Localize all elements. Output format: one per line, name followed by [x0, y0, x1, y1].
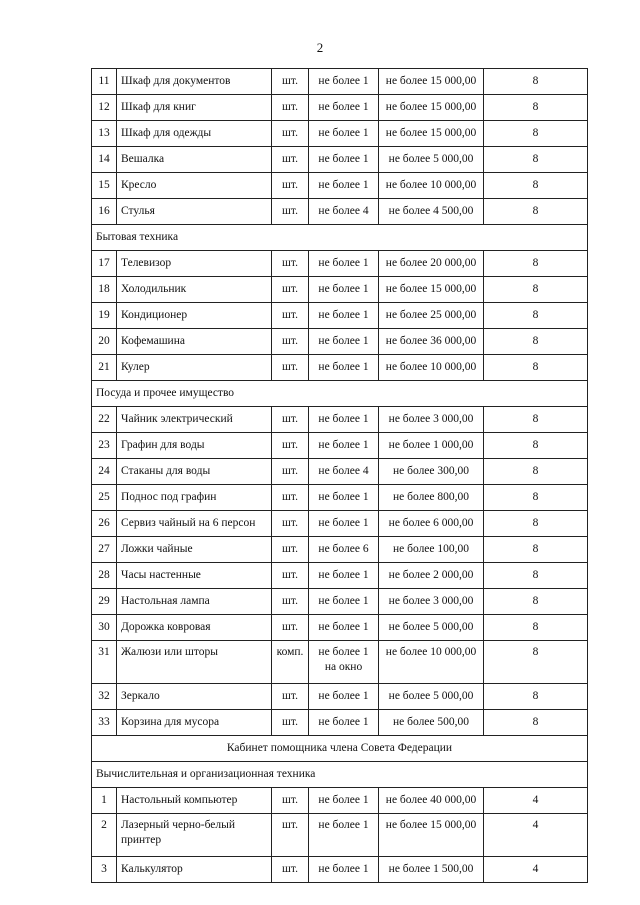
row-number-cell: 13 — [92, 121, 117, 147]
quantity-cell — [309, 355, 379, 381]
item-name-line: Графин для воды — [121, 439, 205, 451]
unit-cell: шт. — [272, 459, 309, 485]
unit-cell: шт. — [272, 251, 309, 277]
quantity-line: не более 4 — [318, 465, 369, 477]
quantity-cell — [309, 433, 379, 459]
row-number-cell: 26 — [92, 511, 117, 537]
item-name-line: принтер — [121, 834, 162, 846]
row-number-cell: 24 — [92, 459, 117, 485]
row-number-cell: 14 — [92, 147, 117, 173]
unit-cell: шт. — [272, 511, 309, 537]
price-cell: не более 3 000,00 — [379, 589, 484, 615]
item-name-cell — [117, 641, 272, 684]
quantity-cell — [309, 485, 379, 511]
item-name-line: Стулья — [121, 205, 155, 217]
quantity-cell — [309, 537, 379, 563]
row-number-cell: 31 — [92, 641, 117, 684]
price-cell: не более 1 000,00 — [379, 433, 484, 459]
unit-cell: шт. — [272, 355, 309, 381]
service-term-cell: 8 — [484, 537, 588, 563]
quantity-cell — [309, 563, 379, 589]
price-cell: не более 5 000,00 — [379, 147, 484, 173]
unit-cell: шт. — [272, 615, 309, 641]
price-cell: не более 15 000,00 — [379, 814, 484, 857]
row-number-cell: 1 — [92, 788, 117, 814]
quantity-cell — [309, 95, 379, 121]
table-row — [92, 147, 588, 173]
item-name-cell — [117, 459, 272, 485]
service-term-cell: 8 — [484, 615, 588, 641]
price-cell: не более 10 000,00 — [379, 641, 484, 684]
row-number-cell: 16 — [92, 199, 117, 225]
unit-cell: шт. — [272, 69, 309, 95]
quantity-cell — [309, 511, 379, 537]
quantity-cell — [309, 788, 379, 814]
item-name-line: Холодильник — [121, 283, 187, 295]
unit-cell: шт. — [272, 95, 309, 121]
item-name-cell — [117, 537, 272, 563]
table-row — [92, 684, 588, 710]
section-title: Вычислительная и организационная техника — [92, 762, 588, 788]
price-cell: не более 15 000,00 — [379, 121, 484, 147]
table-row — [92, 173, 588, 199]
table-row — [92, 329, 588, 355]
price-cell: не более 300,00 — [379, 459, 484, 485]
quantity-line: не более 1 — [318, 716, 369, 728]
item-name-line: Часы настенные — [121, 569, 201, 581]
quantity-cell — [309, 814, 379, 857]
unit-cell: шт. — [272, 857, 309, 883]
row-number-cell: 12 — [92, 95, 117, 121]
quantity-line: не более 1 — [318, 153, 369, 165]
quantity-cell — [309, 121, 379, 147]
quantity-cell — [309, 251, 379, 277]
service-term-cell: 8 — [484, 147, 588, 173]
service-term-cell: 8 — [484, 511, 588, 537]
quantity-cell — [309, 173, 379, 199]
service-term-cell: 8 — [484, 199, 588, 225]
item-name-cell — [117, 277, 272, 303]
table-row — [92, 121, 588, 147]
item-name-line: Настольная лампа — [121, 595, 210, 607]
quantity-line: не более 1 — [318, 491, 369, 503]
row-number-cell: 21 — [92, 355, 117, 381]
price-cell: не более 5 000,00 — [379, 684, 484, 710]
table-row — [92, 857, 588, 883]
row-number-cell: 19 — [92, 303, 117, 329]
item-name-cell — [117, 147, 272, 173]
quantity-line: не более 1 — [318, 690, 369, 702]
quantity-cell — [309, 147, 379, 173]
section-row — [92, 762, 588, 788]
table-row — [92, 485, 588, 511]
service-term-cell: 8 — [484, 563, 588, 589]
item-name-cell — [117, 857, 272, 883]
service-term-cell: 8 — [484, 173, 588, 199]
quantity-cell — [309, 329, 379, 355]
table-row — [92, 277, 588, 303]
unit-cell: шт. — [272, 433, 309, 459]
section-title: Кабинет помощника члена Совета Федерации — [92, 736, 588, 762]
table-row — [92, 641, 588, 684]
price-cell: не более 40 000,00 — [379, 788, 484, 814]
table-row — [92, 355, 588, 381]
table-row — [92, 589, 588, 615]
quantity-line: не более 1 — [318, 179, 369, 191]
item-name-cell — [117, 173, 272, 199]
unit-cell: шт. — [272, 329, 309, 355]
price-cell: не более 10 000,00 — [379, 173, 484, 199]
item-name-cell — [117, 251, 272, 277]
item-name-line: Дорожка ковровая — [121, 621, 211, 633]
item-name-line: Корзина для мусора — [121, 716, 220, 728]
quantity-line: не более 1 — [318, 335, 369, 347]
service-term-cell: 4 — [484, 857, 588, 883]
item-name-line: Поднос под графин — [121, 491, 217, 503]
item-name-cell — [117, 407, 272, 433]
item-name-cell — [117, 355, 272, 381]
service-term-cell: 8 — [484, 710, 588, 736]
row-number-cell: 29 — [92, 589, 117, 615]
quantity-line: не более 1 — [318, 819, 369, 831]
item-name-cell — [117, 69, 272, 95]
row-number-cell: 17 — [92, 251, 117, 277]
quantity-line: на окно — [324, 661, 363, 673]
page-number: 2 — [316, 40, 324, 55]
service-term-cell: 8 — [484, 355, 588, 381]
unit-cell: шт. — [272, 173, 309, 199]
table-row — [92, 433, 588, 459]
price-cell: не более 1 500,00 — [379, 857, 484, 883]
unit-cell: шт. — [272, 814, 309, 857]
item-name-line: Калькулятор — [121, 863, 183, 875]
item-name-line: Жалюзи или шторы — [121, 646, 219, 658]
item-name-cell — [117, 95, 272, 121]
quantity-cell — [309, 615, 379, 641]
service-term-cell: 8 — [484, 459, 588, 485]
item-name-cell — [117, 485, 272, 511]
price-cell: не более 800,00 — [379, 485, 484, 511]
table-row — [92, 814, 588, 857]
row-number-cell: 33 — [92, 710, 117, 736]
table-row — [92, 459, 588, 485]
property-table — [91, 68, 588, 883]
item-name-line: Шкаф для одежды — [121, 127, 212, 139]
service-term-cell: 8 — [484, 684, 588, 710]
item-name-cell — [117, 814, 272, 857]
section-title: Посуда и прочее имущество — [92, 381, 588, 407]
table-row — [92, 710, 588, 736]
unit-cell: комп. — [272, 641, 309, 684]
service-term-cell: 8 — [484, 95, 588, 121]
price-cell: не более 100,00 — [379, 537, 484, 563]
row-number-cell: 3 — [92, 857, 117, 883]
row-number-cell: 2 — [92, 814, 117, 857]
price-cell: не более 15 000,00 — [379, 69, 484, 95]
row-number-cell: 15 — [92, 173, 117, 199]
unit-cell: шт. — [272, 147, 309, 173]
price-cell: не более 4 500,00 — [379, 199, 484, 225]
price-cell: не более 2 000,00 — [379, 563, 484, 589]
quantity-line: не более 1 — [318, 413, 369, 425]
price-cell: не более 500,00 — [379, 710, 484, 736]
row-number-cell: 20 — [92, 329, 117, 355]
quantity-cell — [309, 407, 379, 433]
item-name-line: Кофемашина — [121, 335, 185, 347]
price-cell: не более 36 000,00 — [379, 329, 484, 355]
item-name-line: Шкаф для документов — [121, 75, 231, 87]
item-name-cell — [117, 511, 272, 537]
service-term-cell: 8 — [484, 641, 588, 684]
item-name-line: Вешалка — [121, 153, 165, 165]
row-number-cell: 11 — [92, 69, 117, 95]
quantity-line: не более 1 — [318, 101, 369, 113]
table-body — [92, 69, 588, 883]
unit-cell: шт. — [272, 485, 309, 511]
quantity-cell — [309, 684, 379, 710]
quantity-line: не более 1 — [318, 257, 369, 269]
item-name-line: Сервиз чайный на 6 персон — [121, 517, 256, 529]
price-cell: не более 10 000,00 — [379, 355, 484, 381]
item-name-cell — [117, 121, 272, 147]
unit-cell: шт. — [272, 407, 309, 433]
service-term-cell: 8 — [484, 277, 588, 303]
unit-cell: шт. — [272, 199, 309, 225]
quantity-cell — [309, 857, 379, 883]
service-term-cell: 8 — [484, 329, 588, 355]
row-number-cell: 28 — [92, 563, 117, 589]
item-name-line: Стаканы для воды — [121, 465, 211, 477]
quantity-cell — [309, 710, 379, 736]
service-term-cell: 4 — [484, 788, 588, 814]
item-name-cell — [117, 788, 272, 814]
unit-cell: шт. — [272, 537, 309, 563]
service-term-cell: 8 — [484, 407, 588, 433]
quantity-line: не более 6 — [318, 543, 369, 555]
row-number-cell: 23 — [92, 433, 117, 459]
item-name-line: Телевизор — [121, 257, 172, 269]
item-name-cell — [117, 684, 272, 710]
row-number-cell: 18 — [92, 277, 117, 303]
section-row — [92, 381, 588, 407]
service-term-cell: 8 — [484, 485, 588, 511]
quantity-line: не более 1 — [318, 361, 369, 373]
row-number-cell: 27 — [92, 537, 117, 563]
quantity-line: не более 1 — [318, 517, 369, 529]
item-name-line: Кресло — [121, 179, 157, 191]
quantity-line: не более 1 — [318, 75, 369, 87]
service-term-cell: 8 — [484, 589, 588, 615]
item-name-line: Кулер — [121, 361, 150, 373]
price-cell: не более 15 000,00 — [379, 95, 484, 121]
item-name-line: Шкаф для книг — [121, 101, 196, 113]
unit-cell: шт. — [272, 589, 309, 615]
quantity-line: не более 1 — [318, 283, 369, 295]
item-name-cell — [117, 433, 272, 459]
table-row — [92, 95, 588, 121]
quantity-line: не более 1 — [318, 569, 369, 581]
item-name-line: Лазерный черно-белый — [121, 819, 236, 831]
table-row — [92, 788, 588, 814]
row-number-cell: 22 — [92, 407, 117, 433]
table-row — [92, 69, 588, 95]
item-name-cell — [117, 589, 272, 615]
price-cell: не более 15 000,00 — [379, 277, 484, 303]
section-row — [92, 225, 588, 251]
row-number-cell: 30 — [92, 615, 117, 641]
quantity-line: не более 1 — [318, 621, 369, 633]
service-term-cell: 8 — [484, 251, 588, 277]
unit-cell: шт. — [272, 121, 309, 147]
quantity-line: не более 1 — [318, 646, 369, 658]
quantity-cell — [309, 69, 379, 95]
unit-cell: шт. — [272, 303, 309, 329]
quantity-line: не более 1 — [318, 794, 369, 806]
quantity-line: не более 1 — [318, 439, 369, 451]
quantity-cell — [309, 459, 379, 485]
unit-cell: шт. — [272, 563, 309, 589]
quantity-line: не более 1 — [318, 863, 369, 875]
quantity-cell — [309, 641, 379, 684]
quantity-cell — [309, 199, 379, 225]
section-row — [92, 736, 588, 762]
item-name-line: Чайник электрический — [121, 413, 233, 425]
table-row — [92, 199, 588, 225]
service-term-cell: 8 — [484, 433, 588, 459]
item-name-cell — [117, 303, 272, 329]
service-term-cell: 8 — [484, 69, 588, 95]
item-name-cell — [117, 199, 272, 225]
quantity-cell — [309, 589, 379, 615]
item-name-cell — [117, 563, 272, 589]
service-term-cell: 4 — [484, 814, 588, 857]
table-row — [92, 537, 588, 563]
price-cell: не более 6 000,00 — [379, 511, 484, 537]
price-cell: не более 3 000,00 — [379, 407, 484, 433]
service-term-cell: 8 — [484, 121, 588, 147]
quantity-line: не более 1 — [318, 309, 369, 321]
table-row — [92, 303, 588, 329]
item-name-line: Кондиционер — [121, 309, 188, 321]
table-row — [92, 407, 588, 433]
row-number-cell: 25 — [92, 485, 117, 511]
table-row — [92, 563, 588, 589]
item-name-cell — [117, 710, 272, 736]
unit-cell: шт. — [272, 788, 309, 814]
service-term-cell: 8 — [484, 303, 588, 329]
item-name-line: Ложки чайные — [121, 543, 193, 555]
section-title: Бытовая техника — [92, 225, 588, 251]
item-name-cell — [117, 329, 272, 355]
quantity-line: не более 1 — [318, 595, 369, 607]
price-cell: не более 20 000,00 — [379, 251, 484, 277]
quantity-line: не более 4 — [318, 205, 369, 217]
price-cell: не более 25 000,00 — [379, 303, 484, 329]
quantity-cell — [309, 277, 379, 303]
unit-cell: шт. — [272, 684, 309, 710]
item-name-line: Зеркало — [121, 690, 160, 702]
table-row — [92, 251, 588, 277]
unit-cell: шт. — [272, 277, 309, 303]
item-name-cell — [117, 615, 272, 641]
unit-cell: шт. — [272, 710, 309, 736]
item-name-line: Настольный компьютер — [121, 794, 238, 806]
price-cell: не более 5 000,00 — [379, 615, 484, 641]
row-number-cell: 32 — [92, 684, 117, 710]
table-row — [92, 511, 588, 537]
table-row — [92, 615, 588, 641]
quantity-cell — [309, 303, 379, 329]
quantity-line: не более 1 — [318, 127, 369, 139]
